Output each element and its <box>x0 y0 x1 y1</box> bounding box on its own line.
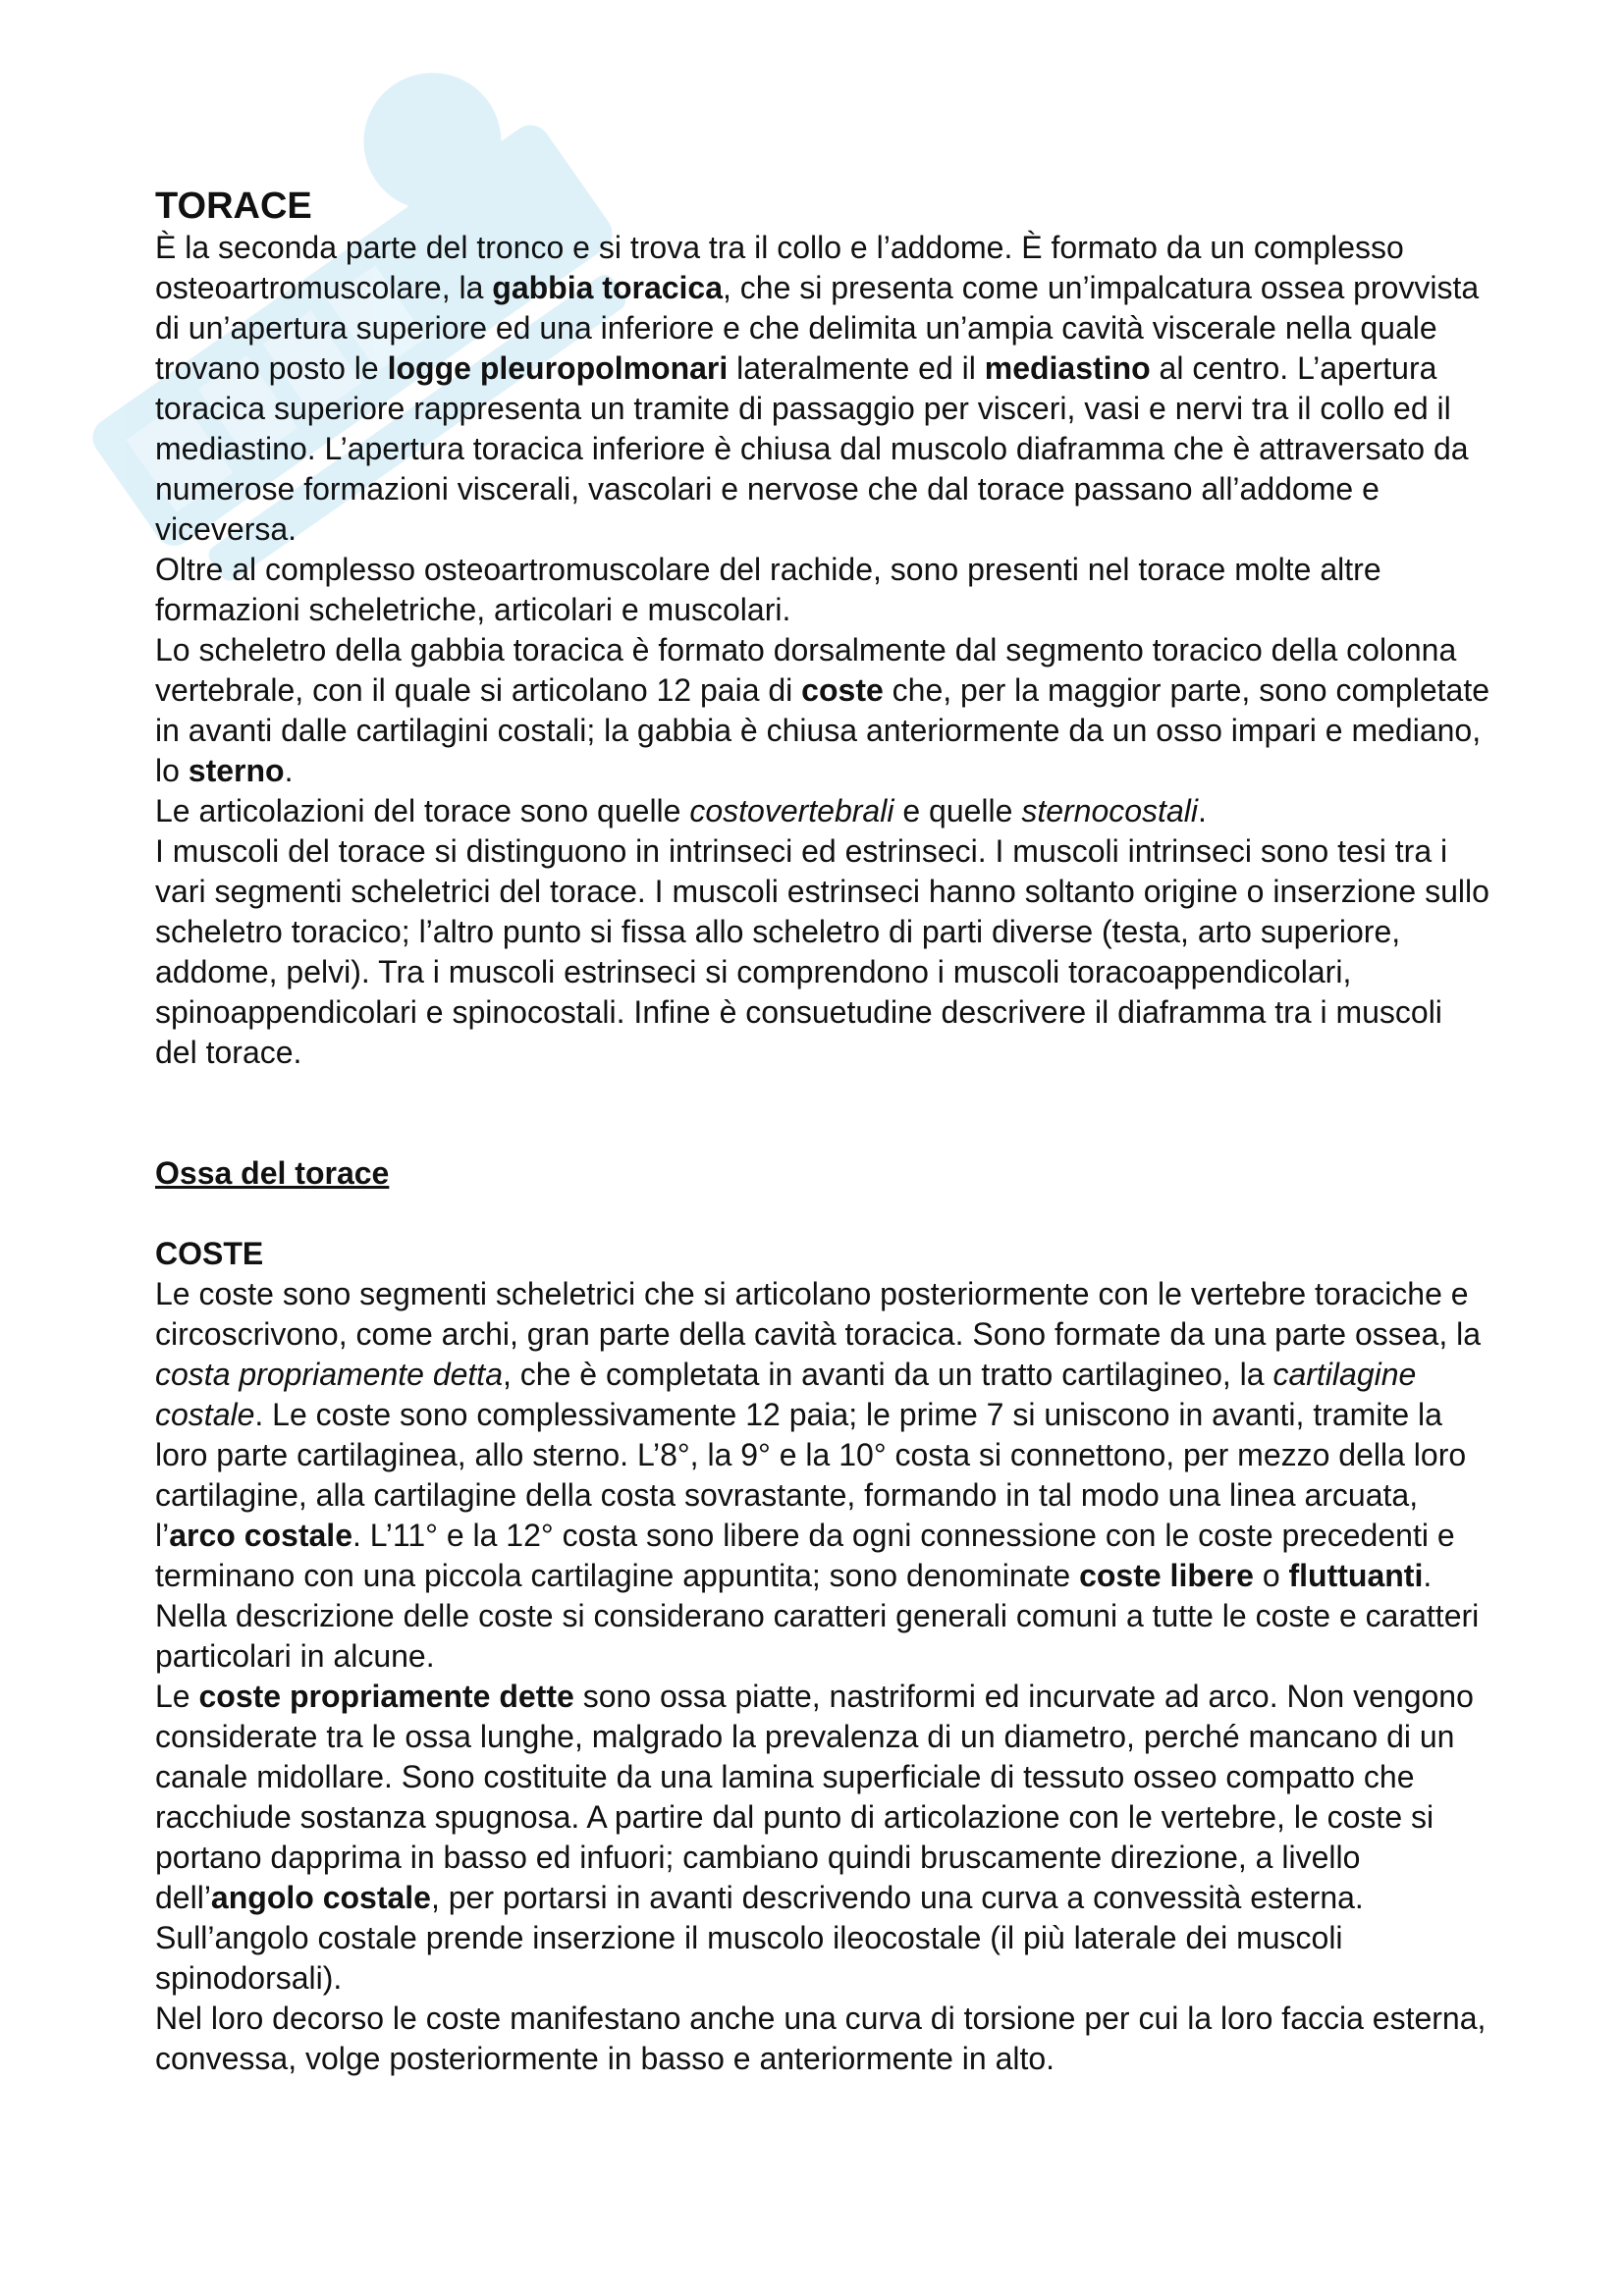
text-run: o <box>1253 1557 1289 1593</box>
section-title: Ossa del torace <box>155 1154 390 1191</box>
bold-term: arco costale <box>169 1517 352 1553</box>
paragraph <box>155 1596 1490 1677</box>
bold-term: coste libere <box>1079 1557 1254 1593</box>
bold-term: gabbia toracica <box>492 269 724 305</box>
italic-term: cartilagine costale <box>155 1356 1417 1432</box>
paragraph <box>155 1677 1490 1999</box>
text-run: Lo scheletro della gabbia toracica è formato dorsalmente dal segmento toracico della colonna vertebrale, con il quale si articolano 12 paia di <box>155 631 1457 708</box>
text-run: Le coste sono segmenti scheletrici che si articolano posteriormente con le vertebre toraciche e circoscrivono, come archi, gran parte della cavità toracica. Sono formate da una parte ossea, la <box>155 1275 1482 1352</box>
paragraph <box>155 1274 1490 1596</box>
bold-term: sterno <box>188 752 285 788</box>
text-run: e quelle <box>893 792 1022 828</box>
page-title: TORACE <box>155 186 312 227</box>
bold-term: angolo costale <box>210 1879 431 1915</box>
paragraph <box>155 831 1490 1073</box>
paragraph <box>155 550 1490 630</box>
text-run: . Le coste sono complessivamente 12 paia; le prime 7 si uniscono in avanti, tramite la loro parte cartilaginea, allo sterno. L’8°, la 9° e la 10° costa si connettono, per mezzo della loro cartilagine, alla cartilagine della costa sovrastante, formando in tal modo una linea arcuata, l’ <box>155 1396 1467 1553</box>
italic-term: sternocostali <box>1021 792 1198 828</box>
bold-term: logge pleuropolmonari <box>387 349 729 386</box>
bold-term: fluttuanti <box>1288 1557 1424 1593</box>
paragraph <box>155 630 1490 791</box>
text-run: , che è completata in avanti da un tratto cartilagineo, la <box>502 1356 1273 1392</box>
text-run: , che si presenta come un’impalcatura ossea provvista di un’apertura superiore ed una inferiore e che delimita un’ampia cavità viscerale nella quale trovano posto le <box>155 269 1480 386</box>
coste-section <box>155 1274 1490 2079</box>
document-page <box>155 187 1490 2079</box>
subsection-title: COSTE <box>155 1235 264 1271</box>
paragraph <box>155 228 1490 550</box>
italic-term: costovertebrali <box>689 792 894 828</box>
bold-term: coste propriamente dette <box>198 1678 574 1714</box>
text-run: . <box>284 752 294 788</box>
spacer <box>155 1073 1490 1113</box>
text-run: I muscoli del torace si distinguono in intrinseci ed estrinseci. I muscoli intrinseci sono tesi tra i vari segmenti scheletrici del torace. I muscoli estrinseci hanno soltanto origine o inserzione sullo scheletro toracico; l’altro punto si fissa allo scheletro di parti diverse (testa, arto superiore, addome, pelvi). Tra i muscoli estrinseci si comprendono i muscoli toracoappendicolari, spinoappendicolari e spinocostali. Infine è consuetudine descrivere il diaframma tra i muscoli del torace. <box>155 832 1489 1070</box>
text-run: che, per la maggior parte, sono completate in avanti dalle cartilagini costali; la gabbia è chiusa anteriormente da un osso impari e mediano, lo <box>155 671 1489 788</box>
text-run: lateralmente ed il <box>728 349 985 386</box>
bold-term: coste <box>801 671 884 708</box>
paragraph <box>155 791 1490 831</box>
paragraph <box>155 1999 1490 2079</box>
text-run: , per portarsi in avanti descrivendo una curva a convessità esterna. Sull’angolo costale prende inserzione il muscolo ileocostale (il più laterale dei muscoli spinodorsali). <box>155 1879 1364 1996</box>
text-run: Le <box>155 1678 199 1714</box>
text-run: Nel loro decorso le coste manifestano anche una curva di torsione per cui la loro faccia esterna, convessa, volge posteriormente in basso e anteriormente in alto. <box>155 2000 1487 2076</box>
text-run: al centro. L’apertura toracica superiore rappresenta un tramite di passaggio per visceri, vasi e nervi tra il collo ed il mediastino. L’apertura toracica inferiore è chiusa dal muscolo diaframma che è attraversato da numerose formazioni viscerali, vascolari e nervose che dal torace passano all’addome e viceversa. <box>155 349 1469 547</box>
text-run: Oltre al complesso osteoartromuscolare del rachide, sono presenti nel torace molte altre formazioni scheletriche, articolari e muscolari. <box>155 551 1381 627</box>
text-run: sono ossa piatte, nastriformi ed incurvate ad arco. Non vengono considerate tra le ossa lunghe, malgrado la prevalenza di un diametro, perché mancano di un canale midollare. Sono costituite da una lamina superficiale di tessuto osseo compatto che racchiude sostanza spugnosa. A partire dal punto di articolazione con le vertebre, le coste si portano dapprima in basso ed infuori; cambiano quindi bruscamente direzione, a livello dell’ <box>155 1678 1474 1915</box>
text-run: . L’11° e la 12° costa sono libere da ogni connessione con le coste precedenti e terminano con una piccola cartilagine appuntita; sono denominate <box>155 1517 1455 1593</box>
text-run: . <box>1197 792 1207 828</box>
intro-section <box>155 228 1490 1073</box>
text-run: Nella descrizione delle coste si considerano caratteri generali comuni a tutte le coste e caratteri particolari in alcune. <box>155 1597 1480 1674</box>
text-run: Le articolazioni del torace sono quelle <box>155 792 690 828</box>
bold-term: mediastino <box>984 349 1151 386</box>
italic-term: costa propriamente detta <box>155 1356 503 1392</box>
text-run: È la seconda parte del tronco e si trova tra il collo e l’addome. È formato da un complesso osteoartromuscolare, la <box>155 229 1404 305</box>
text-run: . <box>1423 1557 1433 1593</box>
